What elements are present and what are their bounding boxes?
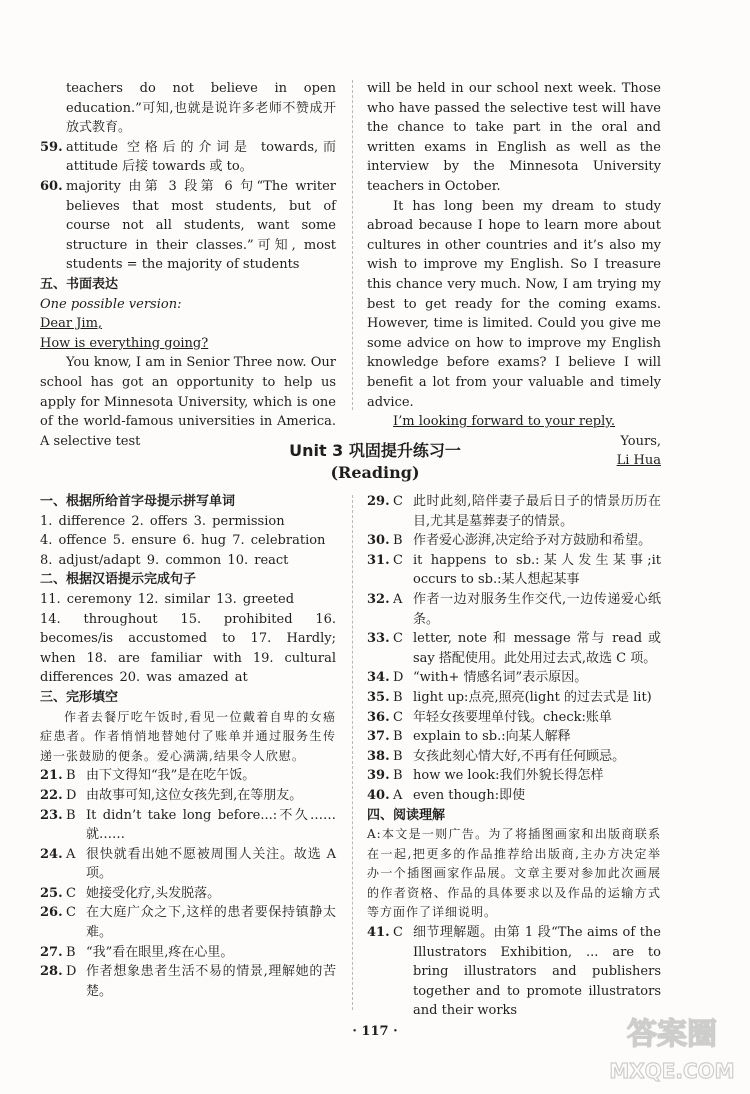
list-item	[367, 786, 661, 806]
item-answer: D	[393, 670, 404, 686]
item-explanation: It didn’t take long before...:不久……就……	[86, 807, 336, 843]
page-number: · 117 ·	[352, 1024, 398, 1039]
continued-answer-text: teachers do not believe in open education.”可知,也就是说许多老师不赞成开放式教育。	[66, 81, 336, 136]
item-explanation: 她接受化疗,头发脱落。	[86, 885, 221, 901]
list-item	[40, 766, 336, 786]
cloze-summary: 作者去餐厅吃午饭时,看见一位戴着自卑的女癌症患者。作者悄悄地替她付了账单并通过服务生传递一张鼓励的便条。爱心满满,结果令人欣慰。	[40, 709, 336, 763]
watermark-logo	[602, 1008, 742, 1088]
answer-line: 14. throughout 15. prohibited 16. becomes/is accustomed to 17. Hardly; when 18. are familiar with 19. cultural differences 20. was amazed at	[40, 611, 336, 686]
letter-signature: Li Hua	[616, 453, 661, 469]
item-number: 23.	[40, 807, 63, 823]
item-explanation: explain to sb.:向某人解释	[413, 729, 571, 745]
item-number: 59.	[40, 139, 63, 155]
list-item	[367, 923, 661, 1021]
item-explanation: majority 由第 3 段第 6 句“The writer believes that most students, but of course not all students, want some structure in their classes.”可知, most students = the majority of students	[66, 178, 336, 273]
item-number: 40.	[367, 787, 390, 803]
letter-paragraph-2: It has long been my dream to study abroad because I hope to learn more about cultures in other countries and it’s also my wish to improve my English. So I treasure this chance very much. Now, I am trying my best to get ready for the coming exams. However, time is limited. Could you give me some advice on how to improve my English knowledge before exams? I believe I will benefit a lot from your valuable and timely advice.	[367, 198, 661, 410]
item-explanation: even though:即使	[413, 787, 526, 803]
watermark-text-cn: 答案圈	[627, 1017, 717, 1052]
item-answer: B	[393, 689, 403, 705]
list-item	[367, 551, 661, 590]
item-answer: A	[66, 846, 76, 862]
spelling-answers	[40, 512, 336, 571]
item-answer: C	[393, 494, 403, 509]
bottom-left-column	[40, 492, 336, 1001]
column-divider-top	[352, 80, 353, 410]
item-explanation: 作者一边对服务生作交代,一边传递爱心纸条。	[413, 591, 661, 627]
section-heading-sentences: 二、根据汉语提示完成句子	[40, 572, 197, 588]
item-number: 22.	[40, 787, 63, 803]
letter-paragraph-1: You know, I am in Senior Three now. Our school has got an opportunity to help us apply for Minnesota University, which is one of the world-famous universities in America. A selective test	[40, 355, 336, 449]
item-number: 21.	[40, 768, 63, 784]
list-item	[367, 747, 661, 767]
letter-greeting: Dear Jim,	[40, 316, 103, 332]
item-explanation: 在大庭广众之下,这样的患者要保持镇静太难。	[86, 905, 336, 941]
item-answer: C	[393, 552, 403, 568]
item-answer: A	[393, 787, 403, 803]
item-answer: B	[393, 729, 403, 745]
cloze-answer-list	[40, 766, 336, 1001]
item-explanation: 作者想象患者生活不易的情景,理解她的苦楚。	[86, 964, 336, 999]
bottom-right-column	[367, 492, 661, 1021]
unit-title: Unit 3 巩固提升练习一	[289, 441, 461, 460]
list-item	[40, 943, 336, 963]
list-item	[40, 177, 336, 275]
answer-line: 11. ceremony 12. similar 13. greeted	[40, 591, 295, 607]
item-number: 25.	[40, 885, 63, 901]
item-answer: C	[393, 925, 403, 941]
item-number: 26.	[40, 905, 63, 921]
list-item	[367, 766, 661, 786]
item-explanation: “with+ 情感名词”表示原因。	[413, 670, 588, 686]
item-explanation: how we look:我们外貌长得怎样	[413, 768, 604, 784]
answer-line: 4. offence 5. ensure 6. hug 7. celebration	[40, 533, 326, 549]
item-answer: D	[66, 964, 77, 980]
item-number: 60.	[40, 178, 63, 194]
list-item	[367, 727, 661, 747]
item-explanation: 此时此刻,陪伴妻子最后日子的情景历历在目,尤其是墓葬妻子的情景。	[413, 494, 661, 529]
watermark-text-en: MXQE.COM	[609, 1059, 735, 1083]
letter-closing: I’m looking forward to your reply.	[393, 414, 616, 430]
item-number: 39.	[367, 768, 390, 784]
list-item	[367, 590, 661, 629]
answer-line: 8. adjust/adapt 9. common 10. react	[40, 552, 289, 568]
section-heading-reading: 四、阅读理解	[367, 807, 446, 823]
item-number: 29.	[367, 494, 390, 509]
list-item	[367, 531, 661, 551]
section-heading-cloze: 三、完形填空	[40, 689, 119, 705]
list-item	[367, 688, 661, 708]
item-answer: B	[66, 807, 76, 823]
list-item	[40, 903, 336, 942]
item-answer: C	[393, 631, 403, 647]
item-explanation: 作者爱心澎湃,决定给予对方鼓励和希望。	[413, 533, 652, 549]
item-answer: C	[66, 885, 76, 901]
item-answer: D	[66, 787, 77, 803]
possible-version-label: One possible version:	[40, 296, 182, 312]
item-answer: C	[66, 905, 76, 921]
item-number: 37.	[367, 729, 390, 745]
item-number: 41.	[367, 925, 390, 941]
section-heading-writing: 五、书面表达	[40, 276, 119, 292]
item-explanation: it happens to sb.:某人发生某事;it occurs to sb.:某人想起某事	[413, 552, 661, 588]
item-number: 38.	[367, 748, 390, 764]
section-heading-spelling: 一、根据所给首字母提示拼写单词	[40, 494, 236, 509]
list-item	[367, 629, 661, 668]
item-number: 34.	[367, 670, 390, 686]
item-number: 35.	[367, 689, 390, 705]
item-explanation: attitude 空格后的介词是 towards,而 attitude 后接 towards 或 to。	[66, 139, 336, 175]
item-explanation: 细节理解题。由第 1 段“The aims of the Illustrators Exhibition, ... are to bring illustrators and publishers together and to promote illustrators and their works	[413, 925, 661, 1019]
item-explanation: 很快就看出她不愿被周围人关注。故选 A 项。	[86, 846, 336, 882]
item-answer: B	[66, 944, 76, 960]
item-explanation: 女孩此刻心情大好,不再有任何顾忌。	[413, 748, 626, 764]
cloze-answer-list-continued	[367, 492, 661, 806]
letter-paragraph-1-continued: will be held in our school next week. Those who have passed the selective test will have the chance to take part in the oral and written exams in English as well as the interview by the Minnesota University teachers in October.	[367, 81, 661, 194]
item-answer: A	[393, 591, 403, 607]
item-number: 30.	[367, 533, 390, 549]
item-number: 33.	[367, 631, 390, 647]
column-divider-bottom	[352, 495, 353, 1010]
letter-opening: How is everything going?	[40, 335, 209, 351]
unit-title-block	[0, 440, 750, 484]
answer-list	[40, 79, 336, 275]
item-explanation: 由下文得知“我”是在吃午饭。	[86, 768, 256, 784]
list-item	[367, 708, 661, 728]
item-explanation: light up:点亮,照亮(light 的过去式是 lit)	[413, 689, 652, 705]
top-left-column	[40, 79, 336, 451]
unit-subtitle: (Reading)	[330, 463, 420, 482]
list-item	[40, 845, 336, 884]
list-item	[40, 786, 336, 806]
list-item	[40, 806, 336, 845]
item-answer: B	[393, 768, 403, 784]
item-answer: B	[393, 748, 403, 764]
letter-sign-off: Yours,	[620, 433, 661, 449]
item-explanation: 由故事可知,这位女孩先到,在等朋友。	[86, 787, 303, 803]
item-number: 32.	[367, 591, 390, 607]
item-number: 27.	[40, 944, 63, 960]
list-item	[367, 668, 661, 688]
passage-a-summary: A:本文是一则广告。为了将插图画家和出版商联系在一起,把更多的作品推荐给出版商,主办方决定举办一个插图画家作品展。文章主要对参加此次画展的作者资格、作品的具体要求以及作品的运输方式等方面作了详细说明。	[367, 827, 661, 920]
item-number: 28.	[40, 964, 63, 980]
item-answer: C	[393, 709, 403, 725]
item-explanation: 年轻女孩要埋单付钱。check:账单	[413, 709, 612, 725]
list-item	[40, 138, 336, 177]
item-answer: B	[66, 768, 76, 784]
sentence-answers	[40, 590, 336, 688]
list-item	[40, 962, 336, 1001]
top-right-column	[367, 79, 661, 471]
item-number: 31.	[367, 552, 390, 568]
item-number: 24.	[40, 846, 63, 862]
item-number: 36.	[367, 709, 390, 725]
item-answer: B	[393, 533, 403, 549]
item-explanation: letter, note 和 message 常与 read 或 say 搭配使用。此处用过去式,故选 C 项。	[413, 631, 661, 666]
item-explanation: “我”看在眼里,疼在心里。	[86, 944, 234, 960]
answer-line: 1. difference 2. offers 3. permission	[40, 513, 285, 529]
list-item	[367, 492, 661, 531]
list-item	[40, 884, 336, 904]
